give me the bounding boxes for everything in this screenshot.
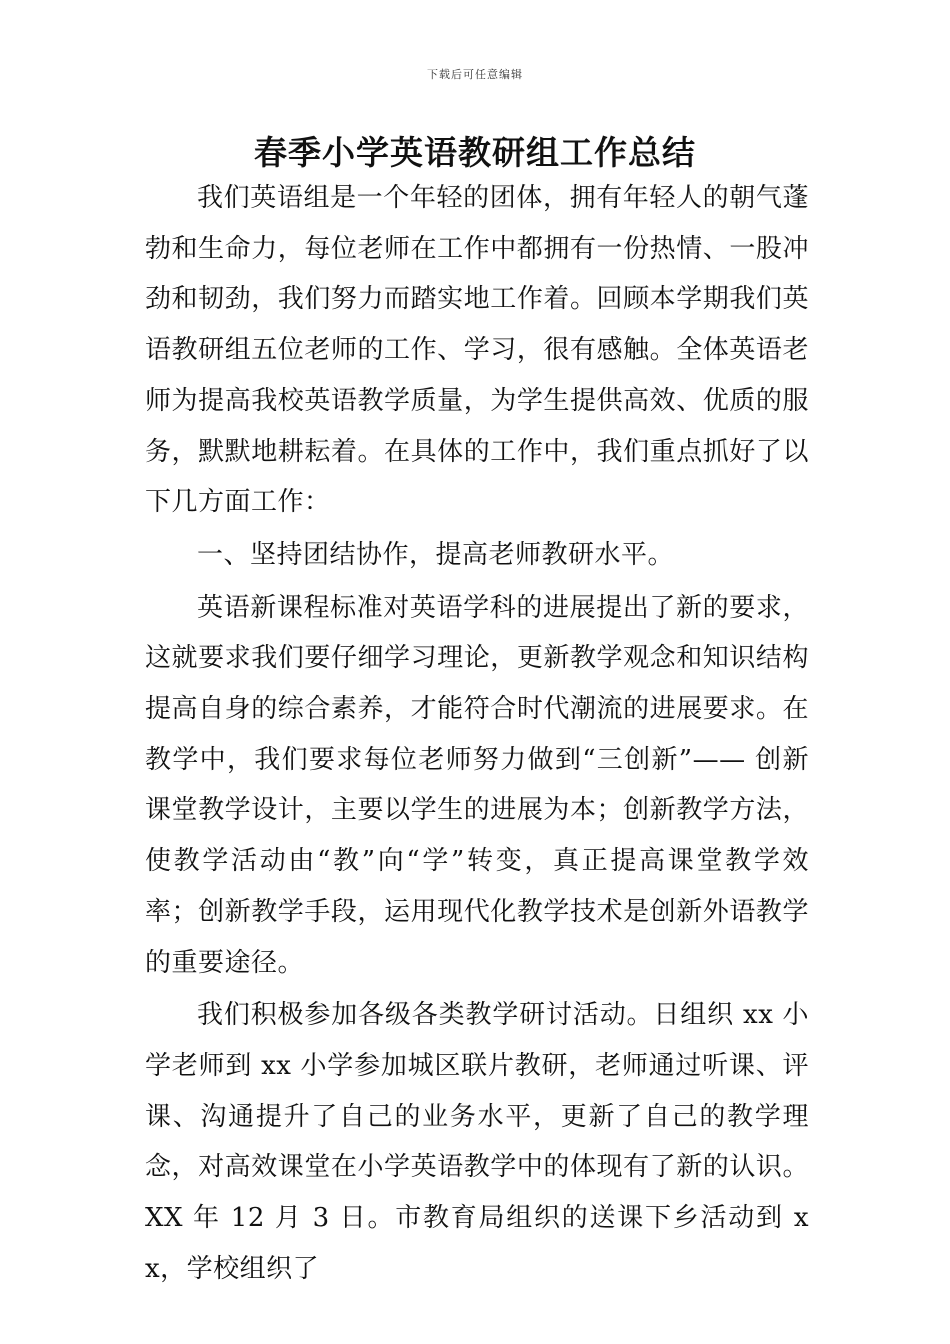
- header-note: 下载后可任意编辑: [427, 68, 523, 81]
- paragraph-curriculum: 英语新课程标准对英语学科的进展提出了新的要求，这就要求我们要仔细学习理论，更新教学观念和知识结构提高自身的综合素养，才能符合时代潮流的进展要求。在教学中，我们要求每位老师努力做到“三创新”—— 创新课堂教学设计，主要以学生的进展为本；创新教学方法，使教学活动由“教”向“学”转变，真正提高课堂教学效率；创新教学手段，运用现代化教学技术是创新外语教学的重要途径。: [145, 592, 809, 978]
- document-title: 春季小学英语教研组工作总结: [254, 133, 696, 172]
- section-heading-1: 一、坚持团结协作，提高老师教研水平。: [197, 539, 675, 570]
- paragraph-intro: 我们英语组是一个年轻的团体，拥有年轻人的朝气蓬勃和生命力，每位老师在工作中都拥有一份热情、一股冲劲和韧劲，我们努力而踏实地工作着。回顾本学期我们英语教研组五位老师的工作、学习，很有感触。全体英语老师为提高我校英语教学质量，为学生提供高效、优质的服务，默默地耕耘着。在具体的工作中，我们重点抓好了以下几方面工作：: [145, 183, 809, 518]
- paragraph-activities: 我们积极参加各级各类教学研讨活动。日组织 xx 小学老师到 xx 小学参加城区联片教研，老师通过听课、评课、沟通提升了自己的业务水平，更新了自己的教学理念，对高效课堂在小学英语教学中的体现有了新的认识。XX 年 12 月 3 日。市教育局组织的送课下乡活动到 xx，学校组织了: [145, 1000, 809, 1284]
- document-body: [145, 173, 809, 1296]
